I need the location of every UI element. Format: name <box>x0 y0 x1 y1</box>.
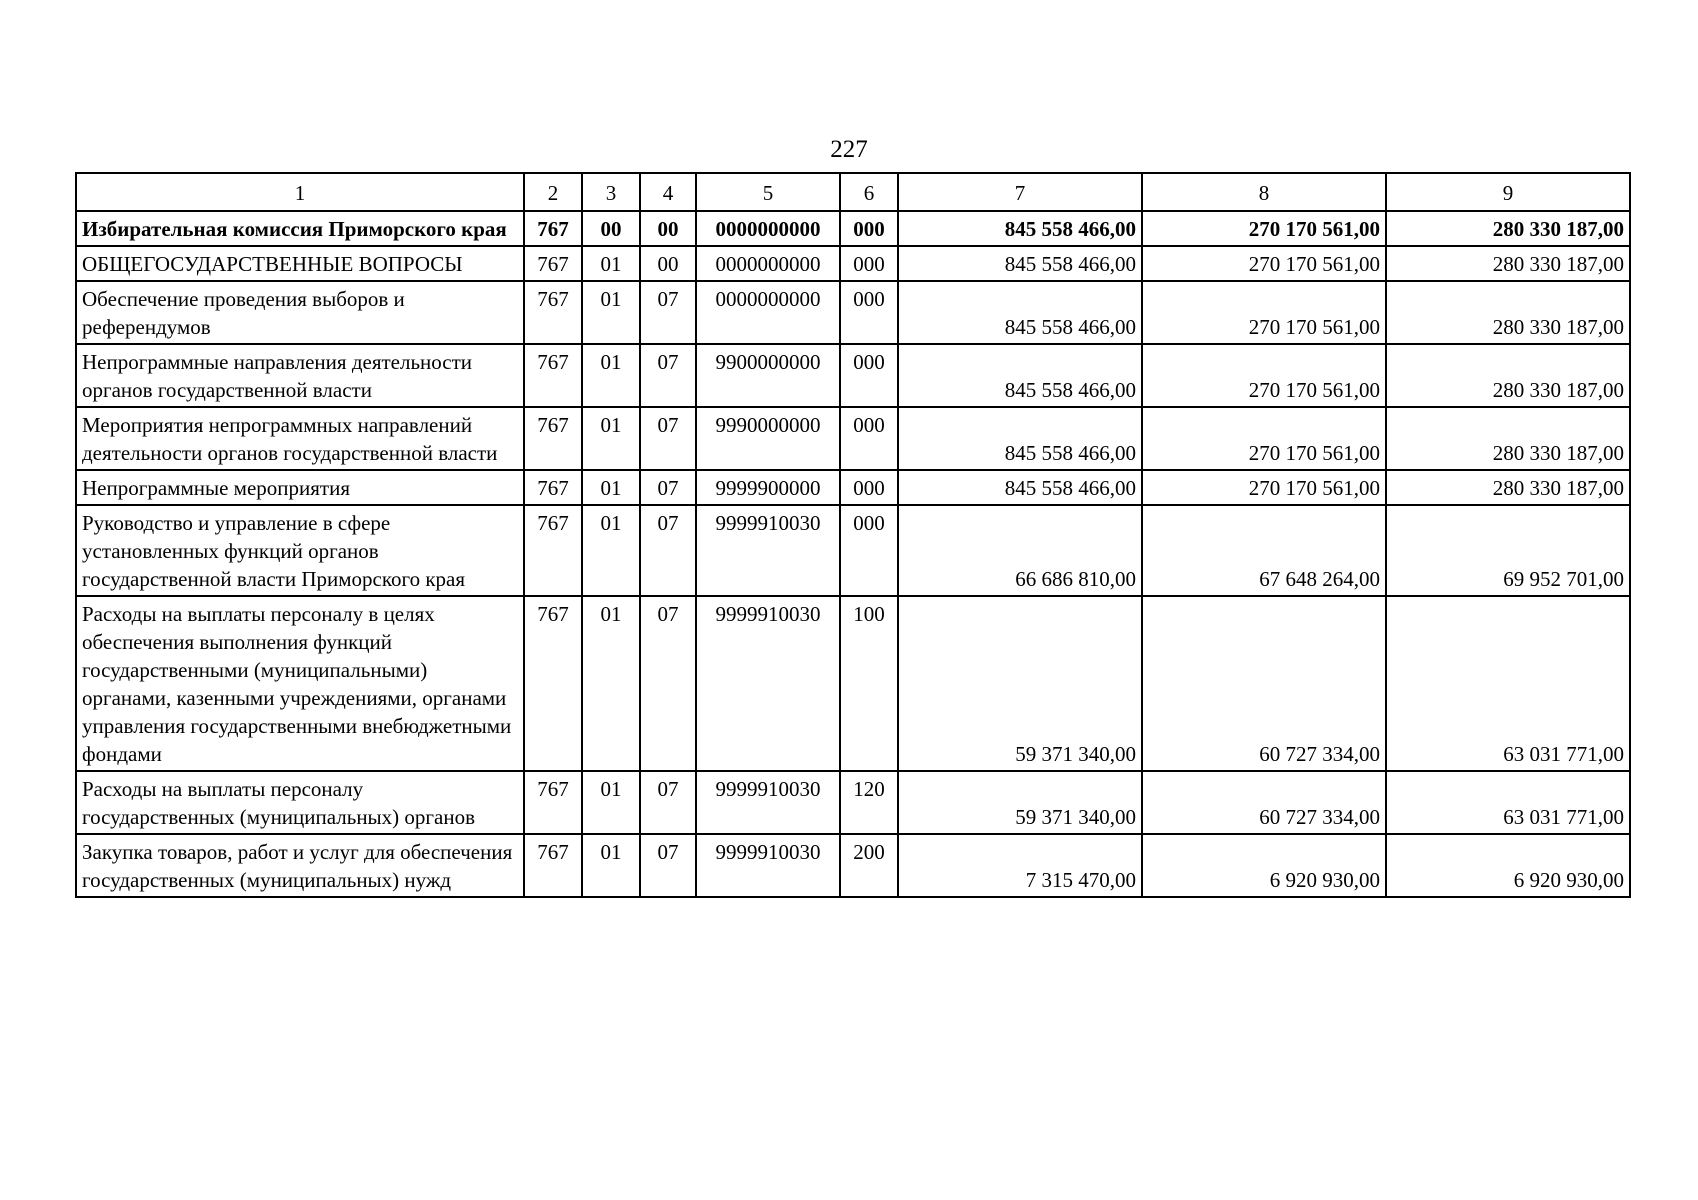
column-number-cell: 5 <box>696 173 840 211</box>
target-article-code-cell: 9999910030 <box>696 596 840 771</box>
target-article-code-cell: 9999910030 <box>696 771 840 834</box>
expense-type-code-cell: 000 <box>840 344 898 407</box>
ministry-code-cell: 767 <box>524 505 582 596</box>
column-number-cell: 4 <box>640 173 696 211</box>
section-code-cell: 01 <box>582 470 640 505</box>
subsection-code-cell: 00 <box>640 246 696 281</box>
ministry-code-cell: 767 <box>524 211 582 246</box>
section-code-cell: 01 <box>582 834 640 897</box>
amount-col8-cell: 60 727 334,00 <box>1142 596 1386 771</box>
expense-type-code-cell: 000 <box>840 505 898 596</box>
ministry-code-cell: 767 <box>524 771 582 834</box>
amount-col7-cell: 66 686 810,00 <box>898 505 1142 596</box>
target-article-code-cell: 9900000000 <box>696 344 840 407</box>
amount-col8-cell: 67 648 264,00 <box>1142 505 1386 596</box>
subsection-code-cell: 07 <box>640 771 696 834</box>
table-row <box>76 281 1630 344</box>
section-code-cell: 01 <box>582 771 640 834</box>
expense-type-code-cell: 000 <box>840 246 898 281</box>
amount-col7-cell: 845 558 466,00 <box>898 281 1142 344</box>
expenditure-name-cell: Обеспечение проведения выборов и референдумов <box>76 281 524 344</box>
expense-type-code-cell: 000 <box>840 407 898 470</box>
amount-col9-cell: 280 330 187,00 <box>1386 246 1630 281</box>
page-number: 227 <box>830 136 868 163</box>
target-article-code-cell: 0000000000 <box>696 211 840 246</box>
section-code-cell: 01 <box>582 505 640 596</box>
expenditure-name-cell: Непрограммные направления деятельности органов государственной власти <box>76 344 524 407</box>
expenditure-name-cell: Непрограммные мероприятия <box>76 470 524 505</box>
column-number-cell: 8 <box>1142 173 1386 211</box>
column-number-row <box>76 173 1630 211</box>
table-row <box>76 246 1630 281</box>
column-number-cell: 7 <box>898 173 1142 211</box>
section-code-cell: 01 <box>582 344 640 407</box>
amount-col7-cell: 845 558 466,00 <box>898 470 1142 505</box>
subsection-code-cell: 07 <box>640 505 696 596</box>
target-article-code-cell: 0000000000 <box>696 281 840 344</box>
ministry-code-cell: 767 <box>524 281 582 344</box>
expense-type-code-cell: 000 <box>840 470 898 505</box>
amount-col8-cell: 270 170 561,00 <box>1142 470 1386 505</box>
ministry-code-cell: 767 <box>524 596 582 771</box>
amount-col7-cell: 7 315 470,00 <box>898 834 1142 897</box>
expenditure-name-cell: ОБЩЕГОСУДАРСТВЕННЫЕ ВОПРОСЫ <box>76 246 524 281</box>
amount-col9-cell: 280 330 187,00 <box>1386 470 1630 505</box>
table-row <box>76 505 1630 596</box>
target-article-code-cell: 9999910030 <box>696 505 840 596</box>
expense-type-code-cell: 100 <box>840 596 898 771</box>
column-number-cell: 6 <box>840 173 898 211</box>
ministry-code-cell: 767 <box>524 246 582 281</box>
target-article-code-cell: 9999910030 <box>696 834 840 897</box>
amount-col9-cell: 280 330 187,00 <box>1386 211 1630 246</box>
amount-col9-cell: 280 330 187,00 <box>1386 281 1630 344</box>
subsection-code-cell: 07 <box>640 834 696 897</box>
amount-col9-cell: 280 330 187,00 <box>1386 344 1630 407</box>
amount-col8-cell: 60 727 334,00 <box>1142 771 1386 834</box>
subsection-code-cell: 07 <box>640 281 696 344</box>
subsection-code-cell: 00 <box>640 211 696 246</box>
amount-col8-cell: 270 170 561,00 <box>1142 246 1386 281</box>
target-article-code-cell: 0000000000 <box>696 246 840 281</box>
amount-col8-cell: 270 170 561,00 <box>1142 281 1386 344</box>
amount-col9-cell: 280 330 187,00 <box>1386 407 1630 470</box>
table-row <box>76 211 1630 246</box>
subsection-code-cell: 07 <box>640 470 696 505</box>
expense-type-code-cell: 000 <box>840 281 898 344</box>
ministry-code-cell: 767 <box>524 470 582 505</box>
expenditure-name-cell: Расходы на выплаты персоналу в целях обеспечения выполнения функций государственными (муниципальными) органами, казенными учреждениями, органами управления государственными внебюджетными фондами <box>76 596 524 771</box>
subsection-code-cell: 07 <box>640 407 696 470</box>
amount-col7-cell: 845 558 466,00 <box>898 344 1142 407</box>
target-article-code-cell: 9999900000 <box>696 470 840 505</box>
table-row <box>76 834 1630 897</box>
expense-type-code-cell: 120 <box>840 771 898 834</box>
amount-col8-cell: 6 920 930,00 <box>1142 834 1386 897</box>
column-number-cell: 9 <box>1386 173 1630 211</box>
amount-col9-cell: 6 920 930,00 <box>1386 834 1630 897</box>
amount-col7-cell: 845 558 466,00 <box>898 211 1142 246</box>
section-code-cell: 01 <box>582 596 640 771</box>
amount-col8-cell: 270 170 561,00 <box>1142 211 1386 246</box>
expenditure-name-cell: Расходы на выплаты персоналу государственных (муниципальных) органов <box>76 771 524 834</box>
target-article-code-cell: 9990000000 <box>696 407 840 470</box>
amount-col9-cell: 63 031 771,00 <box>1386 596 1630 771</box>
section-code-cell: 01 <box>582 246 640 281</box>
amount-col7-cell: 59 371 340,00 <box>898 596 1142 771</box>
amount-col7-cell: 59 371 340,00 <box>898 771 1142 834</box>
expense-type-code-cell: 000 <box>840 211 898 246</box>
subsection-code-cell: 07 <box>640 344 696 407</box>
section-code-cell: 01 <box>582 407 640 470</box>
table-row <box>76 596 1630 771</box>
expenditure-name-cell: Избирательная комиссия Приморского края <box>76 211 524 246</box>
expenditure-name-cell: Закупка товаров, работ и услуг для обеспечения государственных (муниципальных) нужд <box>76 834 524 897</box>
table-row <box>76 771 1630 834</box>
amount-col8-cell: 270 170 561,00 <box>1142 407 1386 470</box>
expenditure-name-cell: Руководство и управление в сфере установленных функций органов государственной власти Приморского края <box>76 505 524 596</box>
column-number-cell: 2 <box>524 173 582 211</box>
section-code-cell: 01 <box>582 281 640 344</box>
table-row <box>76 344 1630 407</box>
amount-col8-cell: 270 170 561,00 <box>1142 344 1386 407</box>
subsection-code-cell: 07 <box>640 596 696 771</box>
table-row <box>76 470 1630 505</box>
amount-col7-cell: 845 558 466,00 <box>898 407 1142 470</box>
column-number-cell: 3 <box>582 173 640 211</box>
column-number-cell: 1 <box>76 173 524 211</box>
budget-table <box>75 172 1631 898</box>
amount-col9-cell: 69 952 701,00 <box>1386 505 1630 596</box>
ministry-code-cell: 767 <box>524 344 582 407</box>
amount-col9-cell: 63 031 771,00 <box>1386 771 1630 834</box>
section-code-cell: 00 <box>582 211 640 246</box>
ministry-code-cell: 767 <box>524 407 582 470</box>
ministry-code-cell: 767 <box>524 834 582 897</box>
amount-col7-cell: 845 558 466,00 <box>898 246 1142 281</box>
expenditure-name-cell: Мероприятия непрограммных направлений деятельности органов государственной власти <box>76 407 524 470</box>
expense-type-code-cell: 200 <box>840 834 898 897</box>
table-row <box>76 407 1630 470</box>
